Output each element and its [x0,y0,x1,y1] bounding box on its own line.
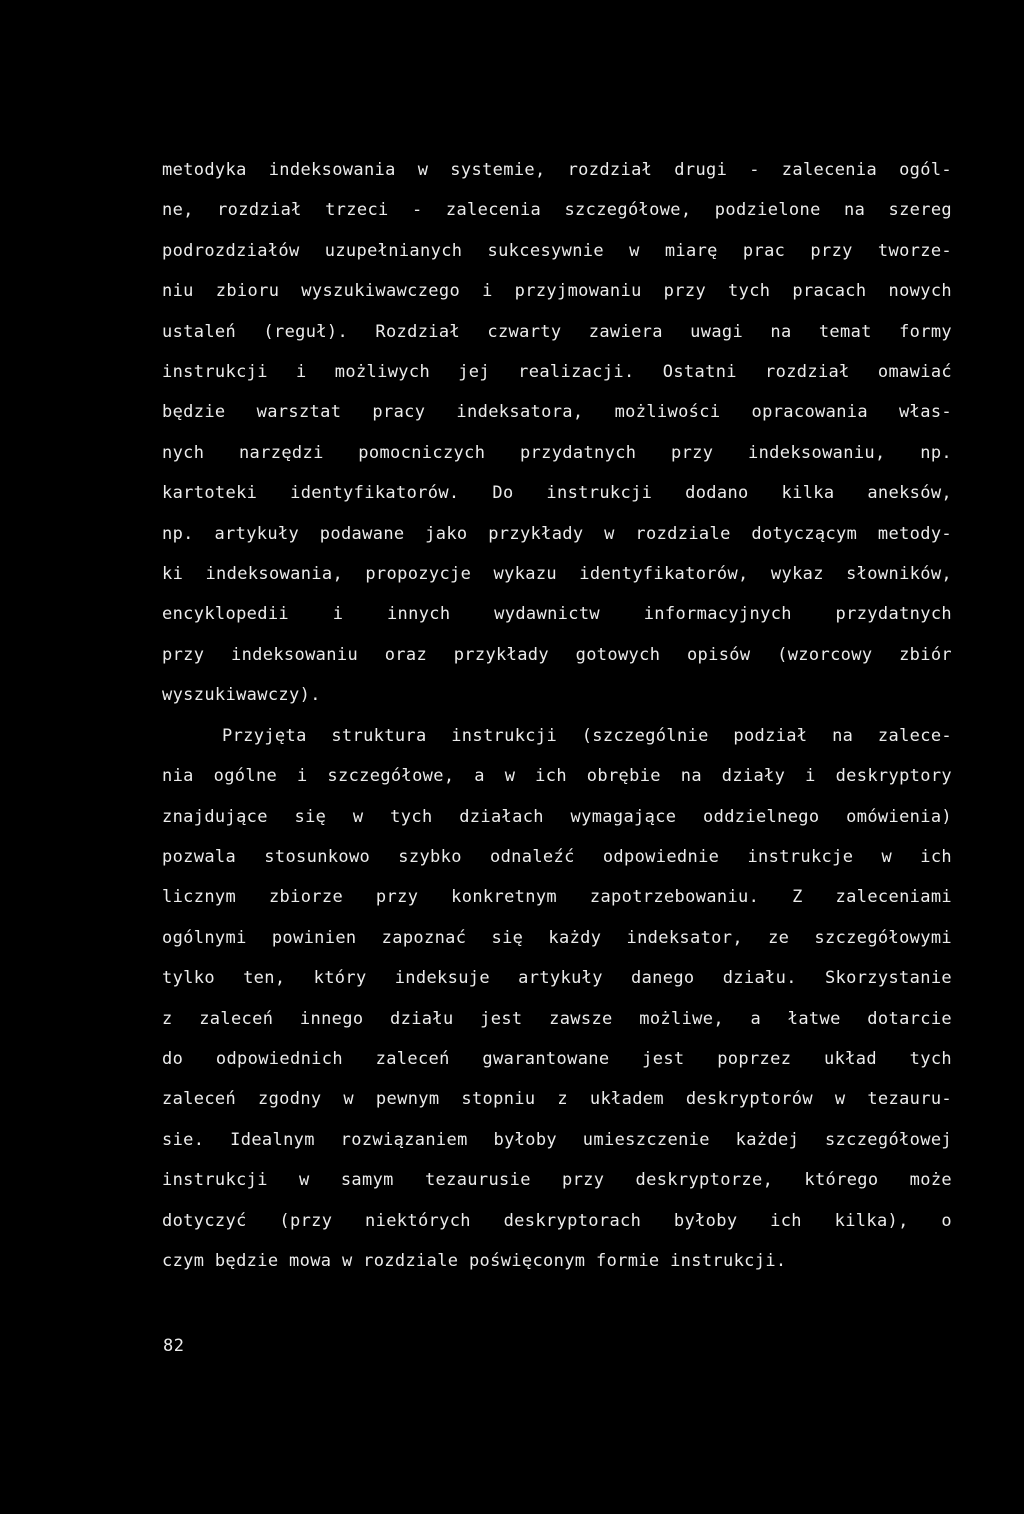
text-line: znajdujące się w tych działach wymagające oddzielnego omówienia) [162,806,952,827]
page-number: 82 [163,1336,185,1356]
text-line: zaleceń zgodny w pewnym stopniu z układem deskryptorów w tezauru- [162,1089,952,1110]
text-line: ustaleń (reguł). Rozdział czwarty zawiera uwagi na temat formy [162,321,952,342]
text-line: dotyczyć (przy niektórych deskryptorach byłoby ich kilka), o [162,1210,952,1231]
text-line: będzie warsztat pracy indeksatora, możliwości opracowania włas- [162,402,952,423]
text-line: ki indeksowania, propozycje wykazu identyfikatorów, wykaz słowników, [162,564,952,585]
text-line: np. artykuły podawane jako przykłady w rozdziale dotyczącym metody- [162,523,952,544]
text-line: nych narzędzi pomocniczych przydatnych przy indeksowaniu, np. [162,442,952,463]
text-line: metodyka indeksowania w systemie, rozdział drugi - zalecenia ogól- [162,160,952,180]
text-line: do odpowiednich zaleceń gwarantowane jest poprzez układ tych [162,1048,952,1069]
text-line: licznym zbiorze przy konkretnym zapotrzebowaniu. Z zaleceniami [162,887,952,908]
text-line: kartoteki identyfikatorów. Do instrukcji dodano kilka aneksów, [162,483,952,504]
text-line: z zaleceń innego działu jest zawsze możliwe, a łatwe dotarcie [162,1008,952,1029]
text-line: przy indeksowaniu oraz przykłady gotowych opisów (wzorcowy zbiór [162,644,952,665]
body-text [162,150,952,1281]
paragraph [162,716,952,1282]
text-line: pozwala stosunkowo szybko odnaleźć odpowiednie instrukcje w ich [162,846,952,867]
text-line: ogólnymi powinien zapoznać się każdy indeksator, ze szczegółowymi [162,927,952,948]
text-line: czym będzie mowa w rozdziale poświęconym formie instrukcji. [162,1250,787,1271]
text-line: instrukcji w samym tezaurusie przy deskryptorze, którego może [162,1170,952,1191]
text-line: Przyjęta struktura instrukcji (szczególnie podział na zalece- [222,725,952,746]
text-line: instrukcji i możliwych jej realizacji. Ostatni rozdział omawiać [162,362,952,383]
paragraph [162,150,952,716]
text-line: wyszukiwawczy). [162,685,321,706]
text-line: ne, rozdział trzeci - zalecenia szczegółowe, podzielone na szereg [162,200,952,221]
text-line: podrozdziałów uzupełnianych sukcesywnie w miarę prac przy tworze- [162,240,952,261]
text-line: encyklopedii i innych wydawnictw informacyjnych przydatnych [162,604,952,625]
text-line: tylko ten, który indeksuje artykuły danego działu. Skorzystanie [162,968,952,989]
text-line: niu zbioru wyszukiwawczego i przyjmowaniu przy tych pracach nowych [162,281,952,302]
text-line: nia ogólne i szczegółowe, a w ich obrębie na działy i deskryptory [162,766,952,787]
text-line: sie. Idealnym rozwiązaniem byłoby umieszczenie każdej szczegółowej [162,1129,952,1150]
